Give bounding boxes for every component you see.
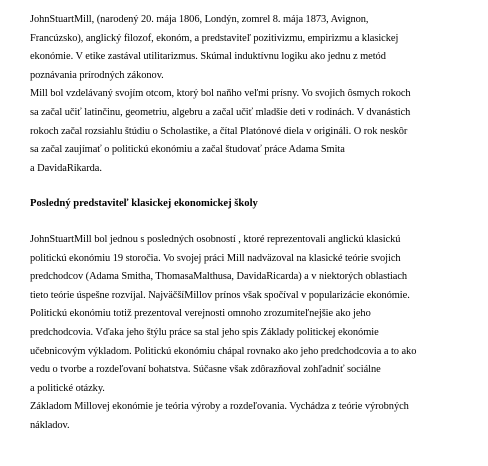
paragraph-line: sa začal zaujímať o politickú ekonómiu a začal študovať práce Adama Smita — [30, 144, 345, 156]
paragraph-line: Mill bol vzdelávaný svojím otcom, ktorý bol naňho veľmi prísny. Vo svojich ôsmych rokoch — [30, 88, 411, 100]
section-heading: Posledný predstaviteľ klasickej ekonomickej školy — [30, 198, 258, 210]
paragraph-line: tieto teórie úspešne rozvíjal. NajväčšíMillov prínos však spočíval v popularizácie ekonómie. — [30, 289, 410, 301]
paragraph-line: JohnStuartMill, (narodený 20. mája 1806, Londýn, zomrel 8. mája 1873, Avignon, — [30, 14, 369, 25]
paragraph-line: a DavidaRikarda. — [30, 162, 102, 174]
biography-section — [30, 11, 482, 178]
document-page — [30, 11, 482, 435]
spacer — [30, 178, 482, 195]
paragraph-line: vedu o tvorbe a rozdeľovaní bohatstva. Súčasne však zdôrazňoval zohľadniť sociálne — [30, 364, 381, 376]
paragraph-line: JohnStuartMill bol jednou s posledných osobností , ktoré reprezentovali anglickú klasickú — [30, 233, 401, 245]
paragraph-line: Francúzsko), anglický filozof, ekonóm, a predstaviteľ pozitivizmu, empirizmu a klasickej — [30, 32, 399, 44]
paragraph-line: predchodcovia. Vďaka jeho štýlu práce sa stal jeho spis Základy politickej ekonómie — [30, 326, 379, 338]
paragraph-line: nákladov. — [30, 419, 70, 431]
paragraph-line: učebnicovým výkladom. Politickú ekonómiu chápal rovnako ako jeho predchodcovia a to ako — [30, 345, 417, 357]
paragraph-line: a politické otázky. — [30, 382, 105, 394]
paragraph-line: poznávania prírodných zákonov. — [30, 69, 164, 81]
paragraph-line: politickú ekonómiu 19 storočia. Vo svojej práci Mill nadväzoval na klasické teórie svojich — [30, 252, 401, 264]
paragraph-line: Politickú ekonómiu totiž prezentoval verejnosti omnoho zrozumiteľnejšie ako jeho — [30, 308, 371, 320]
economics-section — [30, 231, 482, 436]
paragraph-line: Základom Millovej ekonómie je teória výroby a rozdeľovania. Vychádza z teórie výrobných — [30, 401, 409, 413]
paragraph-line: ekonómie. V etike zastával utilitarizmus. Skúmal induktívnu logiku ako jednu z metód — [30, 51, 386, 63]
spacer — [30, 214, 482, 231]
paragraph-line: sa začal učiť latinčinu, geometriu, algebru a začal učiť mladšie deti v rodinách. V dvanástich — [30, 106, 411, 118]
paragraph-line: rokoch začal rozsiahlu štúdiu o Scholastike, a čítal Platónové diela v origináli. O rok neskôr — [30, 125, 408, 137]
paragraph-line: predchodcov (Adama Smitha, ThomasaMalthusa, DavidaRicarda) a v niektorých oblastiach — [30, 271, 408, 283]
